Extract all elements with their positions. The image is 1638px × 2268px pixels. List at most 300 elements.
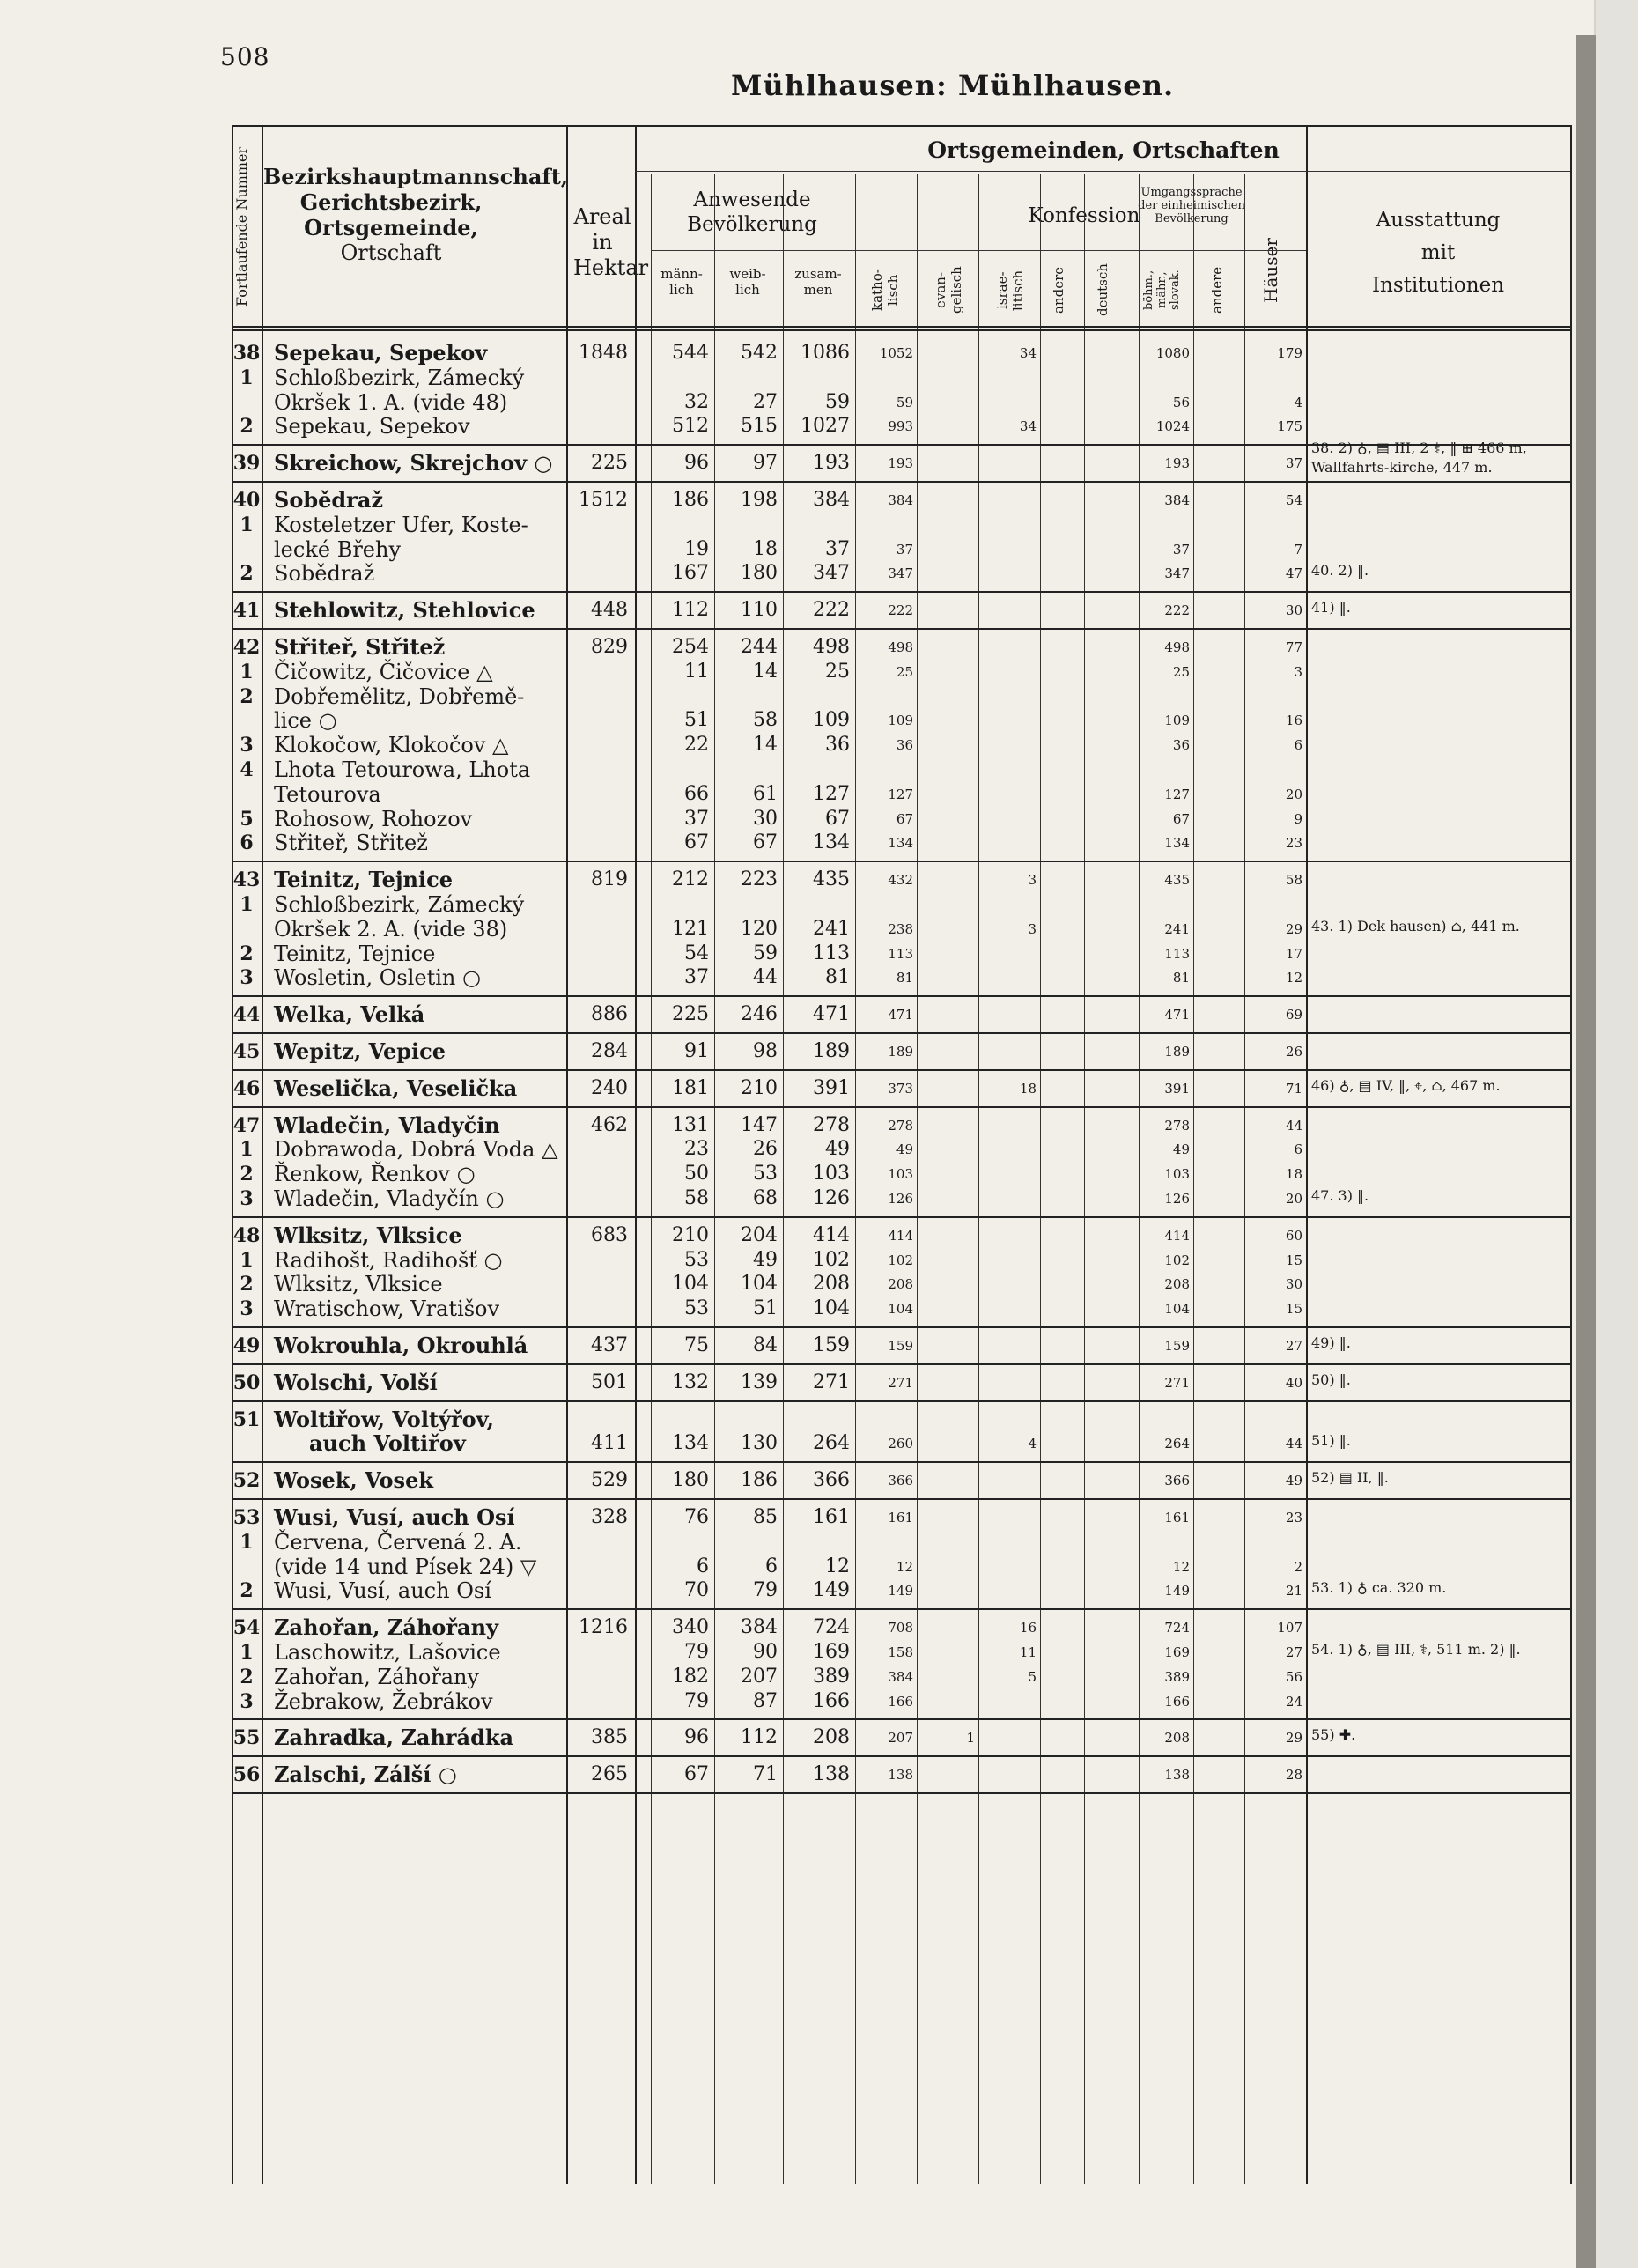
boehm-value: 81 [1172,970,1190,986]
maennlich-value: 186 [672,489,709,511]
row-number: 2 [240,1579,254,1603]
boehm-value: 127 [1164,786,1190,802]
row-number: 51 [232,1407,261,1431]
zusammen-value: 271 [813,1370,850,1393]
place-name: Wokrouhla, Okrouhlá [274,1333,528,1358]
katholisch-value: 127 [888,786,913,802]
katholisch-value: 373 [888,1080,913,1097]
place-name: Wladečin, Vladyčin [274,1112,500,1138]
place-name: Wratischow, Vratišov [274,1297,500,1322]
zusammen-value: 104 [813,1297,850,1320]
boehm-value: 271 [1164,1374,1190,1391]
boehm-value: 391 [1164,1080,1190,1097]
maennlich-value: 180 [672,1469,709,1492]
boehm-value: 134 [1164,835,1190,852]
weiblich-value: 49 [753,1248,778,1271]
header-andere2: andere [1209,266,1225,314]
katholisch-value: 102 [888,1252,913,1268]
maennlich-value: 254 [672,636,709,658]
place-name: Wlksitz, Vlksice [274,1272,443,1297]
boehm-value: 208 [1164,1276,1190,1293]
boehm-value: 264 [1164,1436,1190,1452]
areal-value: 683 [591,1223,628,1246]
haeuser-value: 15 [1285,1252,1302,1268]
haeuser-value: 15 [1285,1301,1302,1318]
page-title: Mühlhausen: Mühlhausen. [731,69,1175,102]
row-number: 1 [240,1530,254,1554]
place-name: Dobrawoda, Dobrá Voda △ [274,1137,558,1163]
place-name: lecké Břehy [274,536,402,562]
column-rule [1244,174,1245,2184]
zusammen-value: 49 [825,1138,850,1161]
header-maennlich-2: lich [669,282,694,298]
place-name: Zahradka, Zahrádka [274,1725,514,1751]
maennlich-value: 67 [684,1763,709,1786]
row-number: 38 [232,342,261,365]
ausstattung-text: 55) ✚. [1311,1726,1356,1744]
maennlich-value: 96 [684,452,709,475]
zusammen-value: 389 [813,1665,850,1688]
israelitisch-value: 3 [1028,920,1037,937]
row-rule [232,326,1570,328]
header-bevoelkerung [651,188,853,237]
page-margin [1596,0,1638,2268]
maennlich-value: 181 [672,1076,709,1099]
row-number: 3 [240,966,254,990]
column-rule [1040,174,1041,2184]
haeuser-value: 30 [1285,602,1302,619]
ausstattung-text: 54. 1) ♁, ▤ III, ⚕, 511 m. 2) ‖. [1311,1641,1521,1658]
row-rule [232,1400,1570,1402]
katholisch-value: 134 [888,835,913,852]
boehm-value: 193 [1164,455,1190,472]
row-number: 2 [240,415,254,439]
place-name: Radihošt, Radihošť ○ [274,1247,503,1273]
row-rule [232,125,1570,127]
boehm-value: 389 [1164,1668,1190,1685]
header-umgangssprache-3: Bevölkerung [1155,211,1228,225]
place-name: Rohosow, Rohozov [274,806,473,831]
boehm-value: 49 [1172,1141,1190,1158]
zusammen-value: 384 [813,489,850,511]
weiblich-value: 58 [753,709,778,732]
column-rule [1306,125,1308,2184]
header-umgangssprache-1: Umgangssprache [1140,186,1243,199]
boehm-value: 278 [1164,1117,1190,1134]
katholisch-value: 222 [888,602,913,619]
katholisch-value: 414 [888,1227,913,1244]
israelitisch-value: 4 [1028,1436,1037,1452]
row-number: 42 [232,636,261,659]
maennlich-value: 37 [684,966,709,989]
place-name: Schloßbezirk, Zámecký [274,365,525,390]
ausstattung-text: 49) ‖. [1311,1334,1351,1351]
katholisch-value: 138 [888,1767,913,1784]
row-number: 2 [240,1163,254,1186]
place-name: Woltiřow, Voltýřov, [274,1406,494,1432]
boehm-value: 189 [1164,1044,1190,1060]
row-number: 1 [240,1138,254,1162]
katholisch-value: 81 [896,970,913,986]
row-number: 50 [232,1370,261,1394]
zusammen-value: 159 [813,1334,850,1356]
maennlich-value: 66 [684,782,709,805]
place-name: Zahořan, Záhořany [274,1664,480,1689]
maennlich-value: 23 [684,1138,709,1161]
haeuser-value: 40 [1285,1374,1302,1391]
row-rule [232,1498,1570,1500]
place-name: Weselička, Veselička [274,1075,518,1101]
zusammen-value: 1086 [801,342,850,364]
haeuser-value: 58 [1285,872,1302,889]
zusammen-value: 138 [813,1763,850,1786]
maennlich-value: 79 [684,1689,709,1712]
place-name: Červena, Červená 2. A. [274,1529,522,1555]
haeuser-value: 29 [1285,1730,1302,1747]
zusammen-value: 414 [813,1223,850,1246]
israelitisch-value: 34 [1019,418,1037,435]
katholisch-value: 113 [888,945,913,962]
zusammen-value: 347 [813,562,850,585]
haeuser-value: 26 [1285,1044,1302,1060]
column-rule [783,174,784,2184]
boehm-value: 25 [1172,663,1190,680]
katholisch-value: 208 [888,1276,913,1293]
zusammen-value: 109 [813,709,850,732]
row-number: 4 [240,758,254,781]
header-evangelisch: evan-gelisch [933,266,964,314]
header-weiblich-1: weib- [729,266,766,282]
place-name: Stehlowitz, Stehlovice [274,597,535,624]
israelitisch-value: 16 [1019,1620,1037,1636]
weiblich-value: 51 [753,1297,778,1320]
haeuser-value: 27 [1285,1338,1302,1354]
zusammen-value: 102 [813,1248,850,1271]
zusammen-value: 161 [813,1506,850,1528]
zusammen-value: 189 [813,1040,850,1062]
weiblich-value: 67 [753,831,778,854]
zusammen-value: 208 [813,1273,850,1296]
areal-value: 829 [591,636,628,658]
column-rule [651,174,652,2184]
row-number: 1 [240,1248,254,1272]
katholisch-value: 149 [888,1583,913,1599]
header-ortsgemeinden: Ortsgemeinden, Ortschaften [927,137,1280,163]
header-ausstattung-1: Ausstattung [1376,209,1501,232]
header-ausstattung-2: mit [1420,240,1456,264]
haeuser-value: 4 [1294,394,1302,410]
row-number: 54 [232,1616,261,1640]
maennlich-value: 121 [672,917,709,940]
weiblich-value: 139 [741,1370,778,1393]
boehm-value: 166 [1164,1693,1190,1710]
maennlich-value: 53 [684,1248,709,1271]
haeuser-value: 23 [1285,1510,1302,1526]
row-rule [232,1461,1570,1463]
areal-value: 265 [591,1763,628,1786]
weiblich-value: 515 [741,415,778,438]
header-areal-2: in [592,229,613,255]
zusammen-value: 724 [813,1616,850,1639]
areal-value: 328 [591,1506,628,1528]
zusammen-value: 208 [813,1726,850,1749]
boehm-value: 109 [1164,713,1190,729]
row-number: 45 [232,1040,261,1063]
katholisch-value: 384 [888,1668,913,1685]
boehm-value: 102 [1164,1252,1190,1268]
row-number: 40 [232,489,261,512]
weiblich-value: 14 [753,660,778,683]
haeuser-value: 47 [1285,565,1302,582]
weiblich-value: 30 [753,807,778,830]
row-number: 48 [232,1223,261,1247]
katholisch-value: 432 [888,872,913,889]
weiblich-value: 104 [741,1273,778,1296]
maennlich-value: 54 [684,942,709,964]
katholisch-value: 271 [888,1374,913,1391]
areal-value: 529 [591,1469,628,1492]
maennlich-value: 75 [684,1334,709,1356]
boehm-value: 56 [1172,394,1190,410]
header-konfession: Konfession [1028,204,1140,227]
place-name: Wolschi, Volší [274,1369,438,1395]
weiblich-value: 26 [753,1138,778,1161]
katholisch-value: 260 [888,1436,913,1452]
zusammen-value: 67 [825,807,850,830]
maennlich-value: 132 [672,1370,709,1393]
weiblich-value: 384 [741,1616,778,1639]
israelitisch-value: 3 [1028,872,1037,889]
place-name: (vide 14 und Písek 24) ▽ [274,1554,537,1579]
ausstattung-text: 43. 1) Dek hausen) ⌂, 441 m. [1311,917,1520,935]
evangelisch-value: 1 [966,1730,975,1747]
column-rule [978,174,979,2184]
katholisch-value: 103 [888,1166,913,1183]
boehm-value: 161 [1164,1510,1190,1526]
haeuser-value: 44 [1285,1117,1302,1134]
boehm-value: 471 [1164,1007,1190,1023]
ausstattung-text: 50) ‖. [1311,1370,1351,1388]
haeuser-value: 69 [1285,1007,1302,1023]
row-rule [232,628,1570,630]
header-areal-3: Hektar [573,255,649,280]
weiblich-value: 53 [753,1163,778,1186]
maennlich-value: 53 [684,1297,709,1320]
weiblich-value: 147 [741,1113,778,1136]
katholisch-value: 278 [888,1117,913,1134]
haeuser-value: 2 [1294,1558,1302,1575]
row-number: 56 [232,1763,261,1787]
place-name: Teinitz, Tejnice [274,867,453,893]
maennlich-value: 131 [672,1113,709,1136]
column-rule [1139,174,1140,2184]
haeuser-value: 49 [1285,1473,1302,1489]
row-number: 1 [240,660,254,683]
column-rule [855,174,856,2184]
zusammen-value: 391 [813,1076,850,1099]
zusammen-value: 471 [813,1003,850,1026]
ausstattung-text: 46) ♁, ▤ IV, ‖, ⌖, ⌂, 467 m. [1311,1076,1501,1094]
row-number: 2 [240,1273,254,1297]
katholisch-value: 498 [888,639,913,655]
maennlich-value: 37 [684,807,709,830]
place-name: Skreichow, Skrejchov ○ [274,450,553,477]
header-andere: andere [1051,266,1066,314]
place-name: Řenkow, Řenkov ○ [274,1162,476,1187]
areal-value: 819 [591,868,628,891]
zusammen-value: 59 [825,390,850,413]
boehm-value: 126 [1164,1191,1190,1207]
boehm-value: 498 [1164,639,1190,655]
place-name: Wladečin, Vladyčín ○ [274,1186,505,1211]
haeuser-value: 179 [1277,345,1302,361]
haeuser-value: 23 [1285,835,1302,852]
maennlich-value: 19 [684,537,709,560]
areal-value: 284 [591,1040,628,1062]
ausstattung-text: 53. 1) ♁ ca. 320 m. [1311,1579,1447,1597]
maennlich-value: 51 [684,709,709,732]
place-name: Wusi, Vusí, auch Osí [274,1578,491,1604]
katholisch-value: 207 [888,1730,913,1747]
areal-value: 501 [591,1370,628,1393]
weiblich-value: 210 [741,1076,778,1099]
row-number: 52 [232,1469,261,1493]
header-maennlich-1: männ- [660,266,703,282]
row-rule [651,250,1306,251]
row-rule [232,1363,1570,1365]
boehm-value: 208 [1164,1730,1190,1747]
place-name: Klokočow, Klokočov △ [274,733,509,758]
zusammen-value: 37 [825,537,850,560]
zusammen-value: 25 [825,660,850,683]
haeuser-value: 18 [1285,1166,1302,1183]
row-number: 6 [240,831,254,855]
boehm-value: 149 [1164,1583,1190,1599]
row-number: 41 [232,599,261,623]
weiblich-value: 112 [741,1726,778,1749]
weiblich-value: 59 [753,942,778,964]
header-zusammen-2: men [803,282,833,298]
haeuser-value: 29 [1285,920,1302,937]
boehm-value: 103 [1164,1166,1190,1183]
maennlich-value: 76 [684,1506,709,1528]
row-number: 1 [240,893,254,916]
place-name: Žebrakow, Žebrákov [274,1688,493,1714]
row-rule [635,171,1570,172]
row-number: 47 [232,1113,261,1137]
maennlich-value: 67 [684,831,709,854]
place-name: Zahořan, Záhořany [274,1614,498,1641]
boehm-value: 366 [1164,1473,1190,1489]
row-rule [232,1792,1570,1794]
zusammen-value: 193 [813,452,850,475]
maennlich-value: 134 [672,1432,709,1455]
weiblich-value: 90 [753,1641,778,1663]
ausstattung-text: 47. 3) ‖. [1311,1187,1369,1204]
column-rule [262,125,263,2184]
weiblich-value: 44 [753,966,778,989]
boehm-value: 222 [1164,602,1190,619]
israelitisch-value: 5 [1028,1668,1037,1685]
header-weiblich [714,266,781,298]
zusammen-value: 103 [813,1163,850,1186]
haeuser-value: 37 [1285,455,1302,472]
katholisch-value: 366 [888,1473,913,1489]
weiblich-value: 130 [741,1432,778,1455]
row-rule [232,329,1570,331]
zusammen-value: 113 [813,942,850,964]
row-number: 2 [240,1665,254,1688]
ausstattung-text: 40. 2) ‖. [1311,562,1369,580]
row-number: 2 [240,942,254,965]
ausstattung-text: 38. 2) ♁, ▤ III, 2 ⚕, ‖ ⊞ 466 m, Wallfahrts-kirche, 447 m. [1311,440,1527,477]
haeuser-value: 20 [1285,786,1302,802]
maennlich-value: 11 [684,660,709,683]
place-name: Střiteř, Střitež [274,634,446,660]
zusammen-value: 278 [813,1113,850,1136]
boehm-value: 12 [1172,1558,1190,1575]
haeuser-value: 7 [1294,541,1302,558]
zusammen-value: 81 [825,966,850,989]
header-bezirk-4: Ortschaft [340,240,442,266]
header-umgangssprache-2: der einheimischen [1138,198,1245,212]
place-name: Sepekau, Sepekov [274,414,470,440]
row-rule [232,861,1570,862]
katholisch-value: 49 [896,1141,913,1158]
katholisch-value: 1052 [879,345,913,361]
haeuser-value: 175 [1277,418,1302,435]
statistics-table [232,125,1570,2184]
ausstattung-text: 41) ‖. [1311,599,1351,617]
boehm-value: 36 [1172,737,1190,754]
maennlich-value: 79 [684,1641,709,1663]
areal-value: 225 [591,452,628,475]
row-number: 3 [240,1297,254,1321]
boehm-value: 1024 [1155,418,1190,435]
place-name: Wlksitz, Vlksice [274,1222,462,1248]
katholisch-value: 25 [896,663,913,680]
boehm-value: 104 [1164,1301,1190,1318]
place-name: Čičowitz, Čičovice △ [274,659,493,684]
katholisch-value: 189 [888,1044,913,1060]
boehm-value: 113 [1164,945,1190,962]
haeuser-value: 77 [1285,639,1302,655]
zusammen-value: 264 [813,1432,850,1455]
maennlich-value: 70 [684,1579,709,1602]
boehm-value: 159 [1164,1338,1190,1354]
place-name: Wosek, Vosek [274,1467,433,1494]
katholisch-value: 161 [888,1510,913,1526]
row-rule [232,1216,1570,1218]
place-name: Sobědraž [274,487,383,513]
header-zusammen-1: zusam- [794,266,842,282]
header-nummer: Fortlaufende Nummer [233,146,250,307]
haeuser-value: 54 [1285,492,1302,508]
weiblich-value: 542 [741,342,778,364]
zusammen-value: 435 [813,868,850,891]
maennlich-value: 340 [672,1616,709,1639]
row-number: 3 [240,1187,254,1210]
weiblich-value: 14 [753,734,778,757]
haeuser-value: 6 [1294,737,1302,754]
column-rule [1193,174,1194,2184]
place-name: Wosletin, Osletin ○ [274,965,481,991]
header-boehm: böhm., mähr., slovak. [1142,270,1182,310]
zusammen-value: 222 [813,599,850,622]
weiblich-value: 61 [753,782,778,805]
weiblich-value: 198 [741,489,778,511]
header-katholisch: katho-lisch [869,269,901,312]
